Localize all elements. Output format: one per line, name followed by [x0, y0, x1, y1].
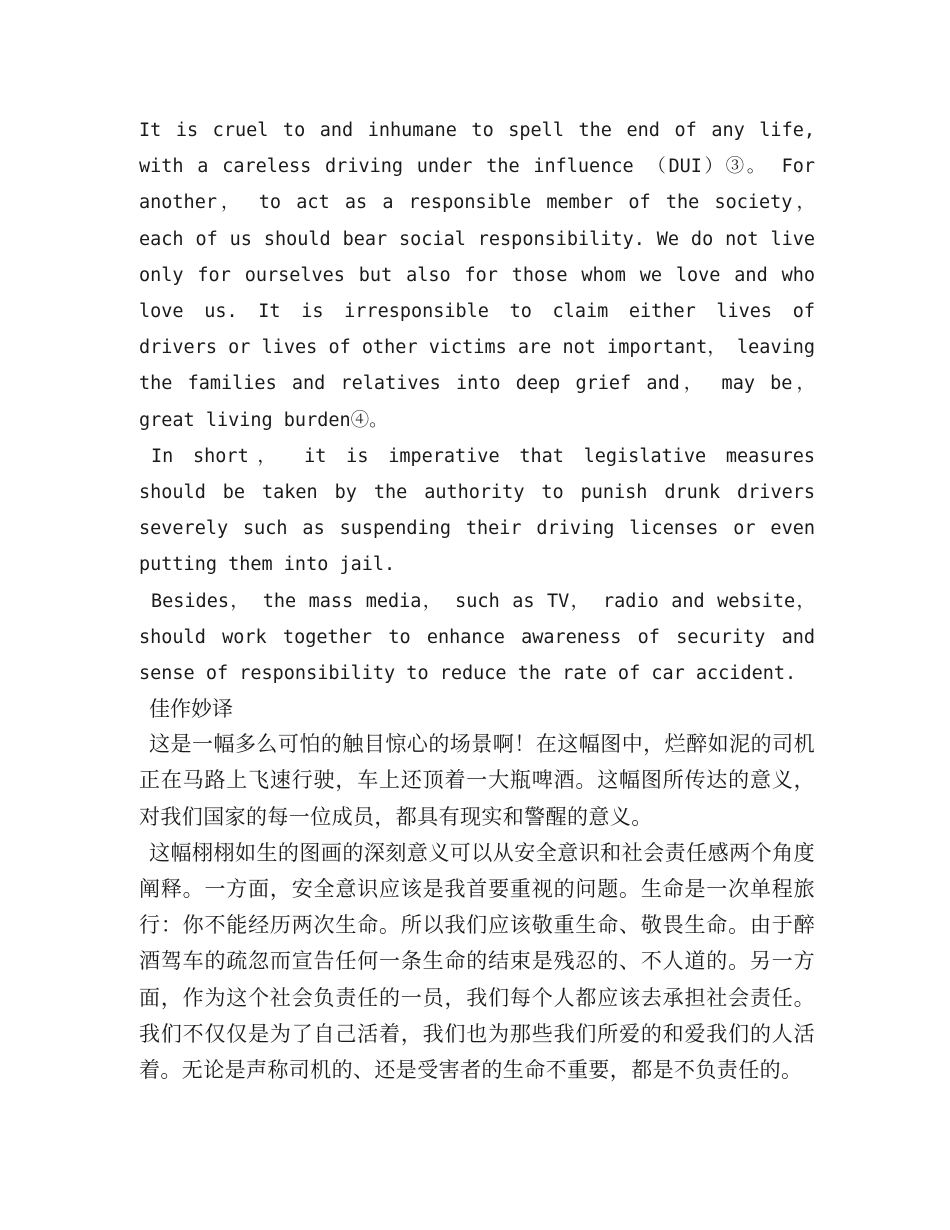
essay-paragraph-conclusion: In short， it is imperative that legislative measures should be taken by the authority to punish drunk drivers severely such as suspending their driving licenses or even putting them into jail.	[139, 445, 815, 576]
document-page	[139, 113, 815, 1088]
translation-paragraph-2: 这幅栩栩如生的图画的深刻意义可以从安全意识和社会责任感两个角度阐释。一方面，安全意识应该是我首要重视的问题。生命是一次单程旅行：你不能经历两次生命。所以我们应该敬重生命、敬畏生命。由于醉酒驾车的疏忽而宣告任何一条生命的结束是残忍的、不人道的。另一方面，作为这个社会负责任的一员，我们每个人都应该去承担社会责任。我们不仅仅是为了自己活着，我们也为那些我们所爱的和爱我们的人活着。无论是声称司机的、还是受害者的生命不重要，都是不负责任的。	[139, 840, 815, 1083]
essay-paragraph-dui: It is cruel to and inhumane to spell the end of any life, with a careless driving under the influence （DUI）③。 For another， to act as a responsible member of the society， each of us should bear social responsibility. We do not live only for ourselves but also for those whom we love and who love us. It is irresponsible to claim either lives of drivers or lives of other victims are not important， leaving the families and relatives into deep grief and， may be， great living burden④。	[139, 120, 815, 431]
essay-paragraph-media: Besides， the mass media， such as TV， radio and website， should work together to enhance awareness of security and sense of responsibility to reduce the rate of car accident.	[139, 590, 815, 685]
translation-paragraph-1: 这是一幅多么可怕的触目惊心的场景啊！在这幅图中，烂醉如泥的司机正在马路上飞速行驶，车上还顶着一大瓶啤酒。这幅图所传达的意义，对我们国家的每一位成员，都具有现实和警醒的意义。	[139, 732, 815, 829]
translation-heading: 佳作妙译	[149, 697, 233, 722]
